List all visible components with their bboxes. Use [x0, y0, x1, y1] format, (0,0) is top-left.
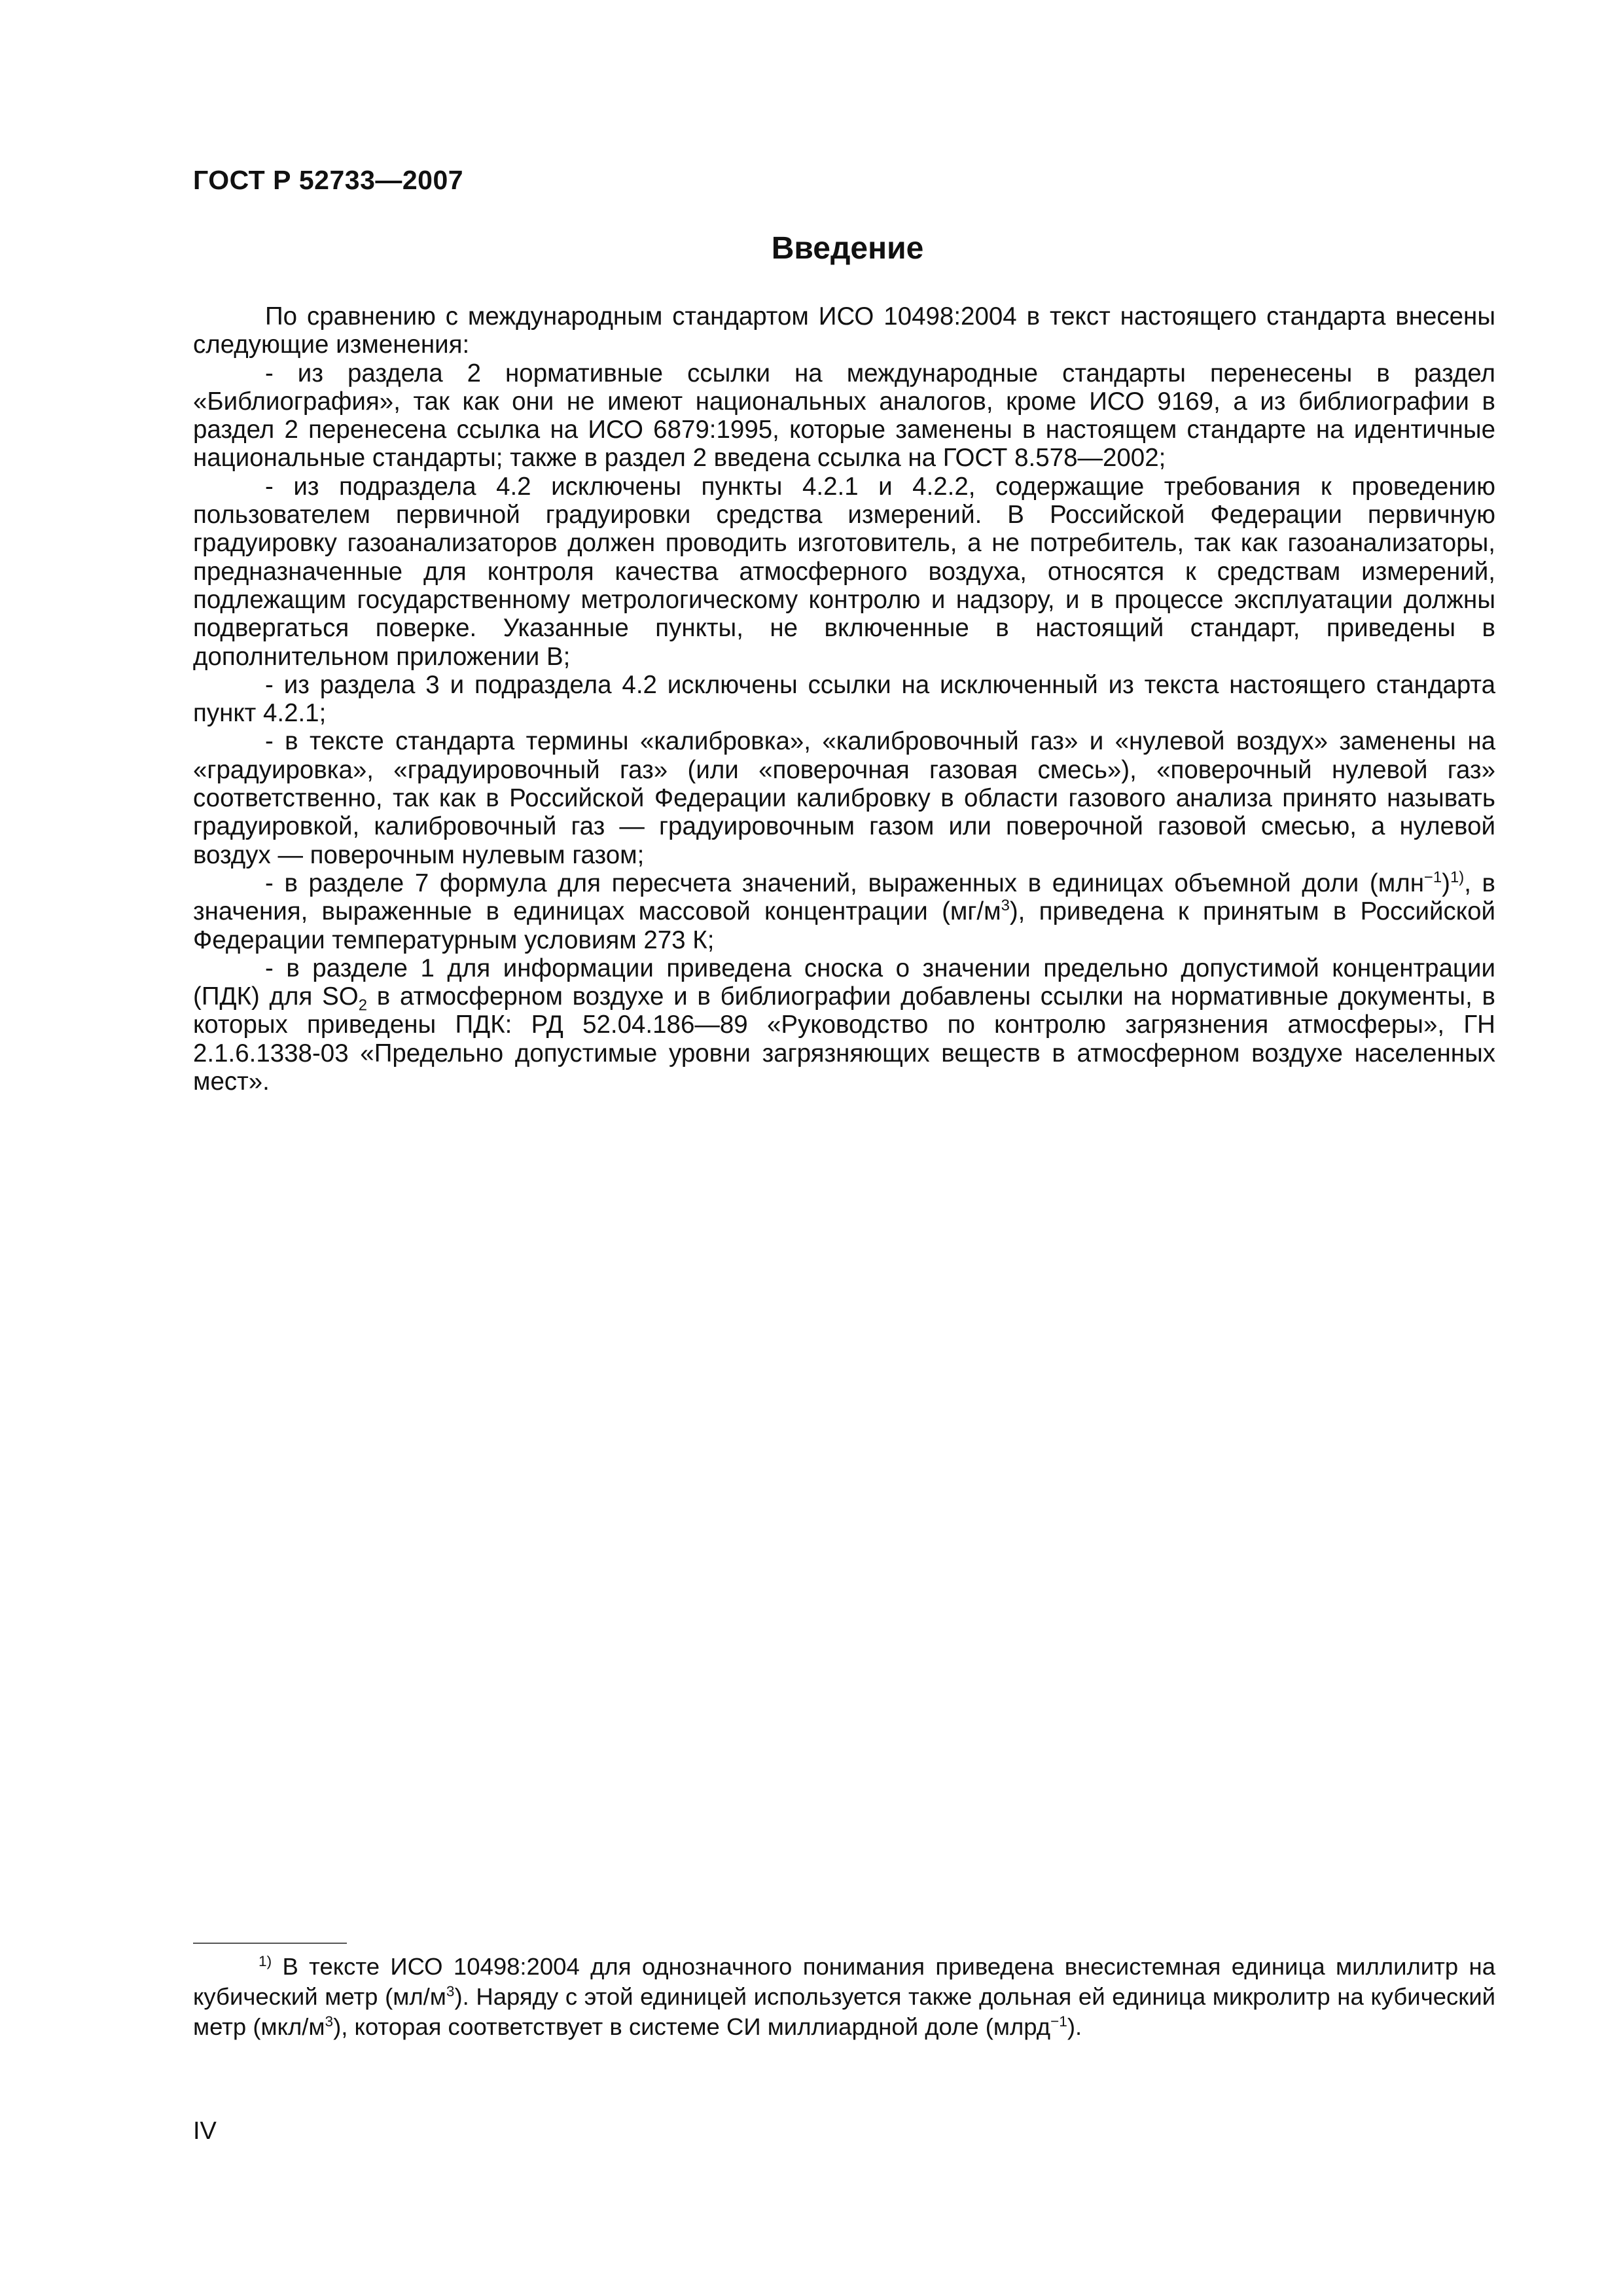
paragraph-change-pdk [193, 954, 1495, 1096]
introduction-body [193, 302, 1495, 1096]
text-run: ) [1442, 869, 1450, 897]
paragraph-change-references: - из раздела 2 нормативные ссылки на международные стандарты перенесены в раздел «Библиография», так как они не имеют национальных аналогов, кроме ИСО 9169, а из библиографии в раздел 2 перенесена ссылка на ИСО 6879:1995, которые заменены в настоящем стандарте на идентичные национальные стандарты; также в раздел 2 введена ссылка на ГОСТ 8.578—2002; [193, 359, 1495, 473]
text-run: - в разделе 7 формула для пересчета значений, выраженных в единицах объемной доли (млн [265, 869, 1424, 897]
text-run: ), которая соответствует в системе СИ миллиардной доле (млрд [333, 2013, 1051, 2040]
paragraph-change-formula [193, 869, 1495, 954]
text-run: В тексте ИСО 10498:2004 для однозначного понимания приведена внесистемная единица миллилитр на кубический метр (мл/м [193, 1953, 1495, 2010]
footnote-reference: 1) [1450, 869, 1465, 887]
footnote [193, 1952, 1495, 2042]
superscript: 3 [446, 1982, 455, 2000]
text-run: ), приведена к принятым в Российской Федерации температурным условиям 273 К; [193, 897, 1495, 954]
section-title: Введение [771, 231, 924, 266]
superscript: 3 [325, 2013, 334, 2030]
text-run: в атмосферном воздухе и в библиографии добавлены ссылки на нормативные документы, в которых приведены ПДК: РД 52.04.186—89 «Руководство по контролю загрязнения атмосферы», ГН 2.1.6.1338-03 «Предельно допустимые уровни загрязняющих веществ в атмосферном воздухе населенных мест». [193, 982, 1495, 1096]
superscript: 3 [1001, 897, 1010, 915]
footnote-divider [193, 1943, 347, 1944]
text-run: , в значения, выраженные в единицах массовой концентрации (мг/м [193, 869, 1495, 926]
document-code-header: ГОСТ Р 52733—2007 [193, 165, 464, 195]
text-run: ). Наряду с этой единицей используется также дольная ей единица микролитр на кубический метр (мкл/м [193, 1983, 1496, 2040]
footnote-text [193, 1952, 1495, 2042]
superscript: −1 [1423, 869, 1442, 887]
paragraph-intro: По сравнению с международным стандартом ИСО 10498:2004 в текст настоящего стандарта внесены следующие изменения: [193, 302, 1495, 359]
text-run: ). [1067, 2013, 1082, 2040]
paragraph-change-terms: - в тексте стандарта термины «калибровка», «калибровочный газ» и «нулевой воздух» заменены на «градуировка», «градуировочный газ» (или «поверочная газовая смесь»), «поверочный нулевой газ» соответственно, так как в Российской Федерации калибровку в области газового анализа принято называть градуировкой, калибровочный газ — градуировочным газом или поверочной газовой смесью, а нулевой воздух — поверочным нулевым газом; [193, 727, 1495, 869]
subscript: 2 [358, 996, 367, 1014]
footnote-marker: 1) [259, 1952, 272, 1969]
text-run: - в разделе 1 для информации приведена сноска о значении предельно допустимой концентрации (ПДК) для SO [193, 954, 1495, 1011]
superscript: −1 [1050, 2013, 1067, 2030]
paragraph-change-calibration: - из подраздела 4.2 исключены пункты 4.2.1 и 4.2.2, содержащие требования к проведению пользователем первичной градуировки средства измерений. В Российской Федерации первичную градуировку газоанализаторов должен проводить изготовитель, а не потребитель, так как газоанализаторы, предназначенные для контроля качества атмосферного воздуха, относятся к средствам измерений, подлежащим государственному метрологическому контролю и надзору, и в процессе эксплуатации должны подвергаться поверке. Указанные пункты, не включенные в настоящий стандарт, приведены в дополнительном приложении В; [193, 472, 1495, 671]
page-number: IV [193, 2117, 217, 2145]
paragraph-change-section3: - из раздела 3 и подраздела 4.2 исключены ссылки на исключенный из текста настоящего стандарта пункт 4.2.1; [193, 670, 1495, 728]
